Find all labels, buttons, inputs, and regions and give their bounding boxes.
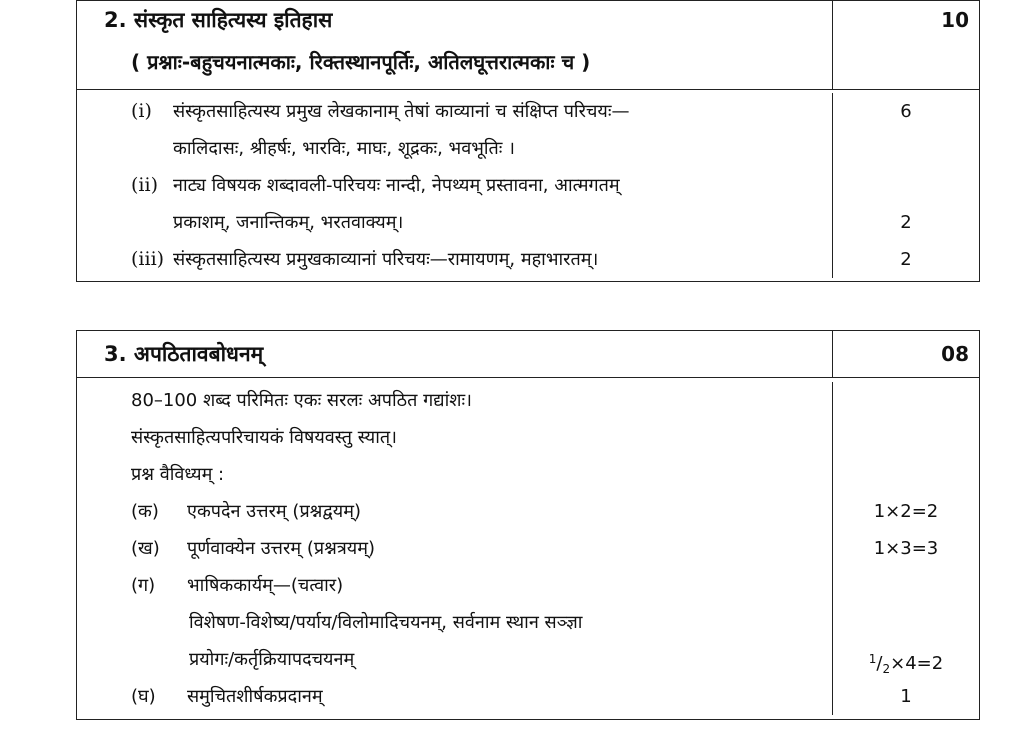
list-item <box>77 493 832 530</box>
item-label: (i) <box>131 100 152 122</box>
item-label: (घ) <box>131 686 156 707</box>
item-text: समुचितशीर्षकप्रदानम् <box>187 686 323 707</box>
item-marks <box>833 567 979 604</box>
body-line: प्रश्न वैविध्यम् : <box>131 464 225 485</box>
section-3-header-cell <box>77 331 833 377</box>
section-3-title: 3. अपठितावबोधनम् <box>104 342 264 366</box>
list-item <box>77 456 832 493</box>
item-text: पूर्णवाक्येन उत्तरम् (प्रश्नत्रयम्) <box>187 538 375 559</box>
list-item <box>77 419 832 456</box>
item-marks <box>833 604 979 641</box>
item-marks: 1×3=3 <box>873 538 939 559</box>
item-label: (iii) <box>131 248 165 270</box>
section-2-body-row <box>77 90 979 281</box>
item-marks <box>833 382 979 419</box>
item-label: (ii) <box>131 174 158 196</box>
section-2-marks-cell <box>833 1 979 89</box>
section-3-table <box>76 330 980 720</box>
section-3-marks-cell <box>833 331 979 377</box>
list-item <box>77 93 832 130</box>
item-marks: 2 <box>900 212 912 233</box>
body-line: संस्कृतसाहित्यपरिचायकं विषयवस्तु स्यात्। <box>131 427 397 448</box>
item-marks <box>833 456 979 493</box>
body-line: 80–100 शब्द परिमितः एकः सरलः अपठित गद्यांशः। <box>131 390 472 411</box>
item-text: भाषिककार्यम्—(चत्वार) <box>187 575 344 596</box>
item-marks: 1×2=2 <box>873 501 939 522</box>
section-2-subtitle: ( प्रश्नाः-बहुचयनात्मकाः, रिक्तस्थानपूर्तिः, अतिलघूत्तरात्मकाः च ) <box>131 50 591 74</box>
fraction-rest: ×4=2 <box>890 653 944 674</box>
item-marks <box>833 419 979 456</box>
section-2-header-row <box>77 1 979 90</box>
section-3-body-row <box>77 378 979 719</box>
fraction-denominator: 2 <box>882 662 891 676</box>
section-3-header-row <box>77 331 979 378</box>
item-text: नाट्य विषयक शब्दावली-परिचयः नान्दी, नेपथ्यम् प्रस्तावना, आत्मगतम् <box>173 175 620 196</box>
item-text: प्रकाशम्, जनान्तिकम्, भरतवाक्यम्। <box>173 212 404 233</box>
item-marks <box>833 130 979 167</box>
section-2-body-marks <box>833 93 979 278</box>
section-3-marks: 08 <box>941 342 969 366</box>
item-marks: 6 <box>900 101 912 122</box>
item-marks: 2 <box>900 249 912 270</box>
list-item <box>77 241 832 278</box>
section-3-body-marks <box>833 382 979 715</box>
list-item <box>77 604 832 641</box>
section-3-body <box>77 382 833 715</box>
list-item <box>77 530 832 567</box>
list-item <box>77 130 832 167</box>
item-marks: 1 <box>900 686 912 707</box>
item-text: प्रयोगः/कर्तृक्रियापदचयनम् <box>189 649 355 670</box>
section-2-marks: 10 <box>941 8 969 32</box>
item-label: (क) <box>131 501 159 522</box>
item-text: कालिदासः, श्रीहर्षः, भारविः, माघः, शूद्रकः, भवभूतिः । <box>173 138 515 159</box>
list-item <box>77 678 832 715</box>
item-label: (ख) <box>131 538 160 559</box>
list-item <box>77 382 832 419</box>
section-2-title: 2. संस्कृत साहित्यस्य इतिहास <box>104 8 333 32</box>
item-text: एकपदेन उत्तरम् (प्रश्नद्वयम्) <box>187 501 361 522</box>
list-item <box>77 167 832 204</box>
list-item <box>77 567 832 604</box>
item-text: संस्कृतसाहित्यस्य प्रमुख लेखकानाम् तेषां काव्यानां च संक्षिप्त परिचयः— <box>173 101 630 122</box>
list-item <box>77 641 832 678</box>
item-marks-fraction: $^1/_2\times 4=2$ <box>868 652 944 676</box>
item-text: संस्कृतसाहित्यस्य प्रमुखकाव्यानां परिचयः—रामायणम्, महाभारतम्। <box>173 249 599 270</box>
item-marks <box>833 167 979 204</box>
item-text: विशेषण-विशेष्य/पर्याय/विलोमादिचयनम्, सर्वनाम स्थान सञ्ज्ञा <box>189 612 583 633</box>
section-2-body <box>77 93 833 278</box>
section-2-table <box>76 0 980 282</box>
list-item <box>77 204 832 241</box>
item-label: (ग) <box>131 575 156 596</box>
fraction-numerator: 1 <box>868 652 877 666</box>
section-2-header-cell <box>77 1 833 89</box>
